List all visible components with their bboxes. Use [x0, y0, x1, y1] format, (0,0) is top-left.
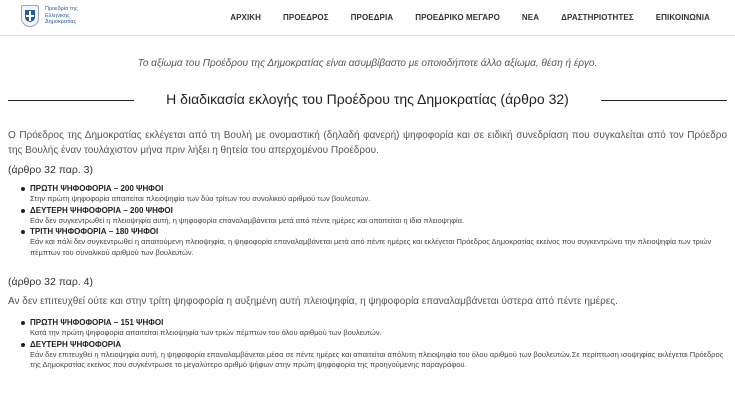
logo-text: Προεδρία της Ελληνικής Δημοκρατίας: [45, 6, 78, 26]
round-text: Στην πρώτη ψηφοφορία απαιτείται πλειοψηφία των δύο τρίτων του συνολικού αριθμού των βουλευτών.: [30, 194, 371, 203]
list-item: [8, 184, 727, 205]
list-item: [8, 206, 727, 227]
nav-news[interactable]: ΝΕΑ: [521, 13, 540, 22]
nav-activities[interactable]: ΔΡΑΣΤΗΡΙΟΤΗΤΕΣ: [561, 13, 634, 22]
list-item: [8, 227, 727, 258]
nav-presidential-mansion[interactable]: ΠΡΟΕΔΡΙΚΟ ΜΕΓΑΡΟ: [415, 13, 500, 22]
article-ref-paragraph-3: (άρθρο 32 παρ. 3): [8, 164, 94, 176]
round-text: Κατά την πρώτη ψηφοφορία απαιτείται πλειοψηφία των τριών πέμπτων του όλου αριθμού των βουλευτών.: [30, 328, 382, 337]
coat-of-arms-icon: [21, 5, 39, 27]
incompatibility-quote: Το αξίωμα του Προέδρου της Δημοκρατίας είναι ασυμβίβαστο με οποιοδήποτε άλλο αξίωμα, θέση ή έργο.: [137, 58, 598, 69]
main-nav: [230, 13, 710, 22]
repeat-vote-note: Αν δεν επιτευχθεί ούτε και στην τρίτη ψηφοφορία η αυξημένη αυτή πλειοψηφία, η ψηφοφορία επαναλαμβάνεται ύστερα από πέντε ημέρες.: [8, 296, 618, 307]
list-item: [8, 340, 727, 371]
section-title: Η διαδικασία εκλογής του Προέδρου της Δημοκρατίας (άρθρο 32): [166, 91, 569, 107]
round-text: Εάν δεν συγκεντρωθεί η πλειοψηφία αυτή, η ψηφοφορία επαναλαμβάνεται μετά από πέντε ημέρες και απαιτείται η ίδια πλειοψηφία.: [30, 215, 465, 225]
site-header: [0, 0, 735, 36]
nav-contact[interactable]: ΕΠΙΚΟΙΝΩΝΙΑ: [655, 13, 710, 22]
heading-rule-right: [601, 100, 727, 101]
round-text: Εάν δεν επιτευχθεί η πλειοψηφία αυτή, η ψηφοφορία επαναλαμβάνεται μέσα σε πέντε ημέρες και απαιτείται απόλυτη πλειοψηφία του όλου αριθμού των βουλευτών.Σε περίπτωση ισοψηφίας εκλέγεται Πρόεδρος της Δημοκρατίας εκείνος που συγκέντρωσε το μεγαλύτερο αριθμό ψήφων στην πρώτη ψηφοφορία της προηγούμενης παραγράφου.: [30, 349, 724, 369]
nav-home[interactable]: ΑΡΧΙΚΗ: [230, 13, 262, 22]
nav-presidency[interactable]: ΠΡΟΕΔΡΙΑ: [350, 13, 394, 22]
round-title: ΠΡΩΤΗ ΨΗΦΟΦΟΡΙΑ – 200 ΨΗΦΟΙ: [30, 184, 164, 193]
round-title: ΠΡΩΤΗ ΨΗΦΟΦΟΡΙΑ – 151 ΨΗΦΟΙ: [30, 318, 164, 327]
round-text: Εάν και πάλι δεν συγκεντρωθεί η απαιτούμενη πλειοψηφία, η ψηφοφορία επαναλαμβάνεται μετά από πέντε ημέρες και εκλέγεται Πρόεδρος Δημοκρατίας εκείνος που συγκεντρώνει την πλειοψηφία των τριών πέμπτων του συνολικού αριθμού των βουλευτών.: [30, 237, 712, 257]
list-item: [8, 318, 727, 339]
section-heading: [8, 90, 727, 110]
round-title: ΔΕΥΤΕΡΗ ΨΗΦΟΦΟΡΙΑ: [30, 339, 122, 349]
voting-rounds-list-2: [8, 318, 727, 372]
nav-president[interactable]: ΠΡΟΕΔΡΟΣ: [283, 13, 329, 22]
round-title: ΤΡΙΤΗ ΨΗΦΟΦΟΡΙΑ – 180 ΨΗΦΟΙ: [30, 227, 159, 236]
site-logo[interactable]: [21, 5, 101, 27]
round-title: ΔΕΥΤΕΡΗ ΨΗΦΟΦΟΡΙΑ – 200 ΨΗΦΟΙ: [30, 205, 173, 215]
article-ref-paragraph-4: (άρθρο 32 παρ. 4): [8, 276, 94, 288]
voting-rounds-list-1: [8, 184, 727, 259]
intro-paragraph: Ο Πρόεδρος της Δημοκρατίας εκλέγεται από τη Βουλή με ονομαστική (δηλαδή φανερή) ψηφοφορία και σε ειδική συνεδρίαση που συγκαλείται από τον Πρόεδρο της Βουλής έναν τουλάχιστον μήνα πριν λήξει η θητεία του απερχομένου Προέδρου.: [8, 130, 727, 156]
